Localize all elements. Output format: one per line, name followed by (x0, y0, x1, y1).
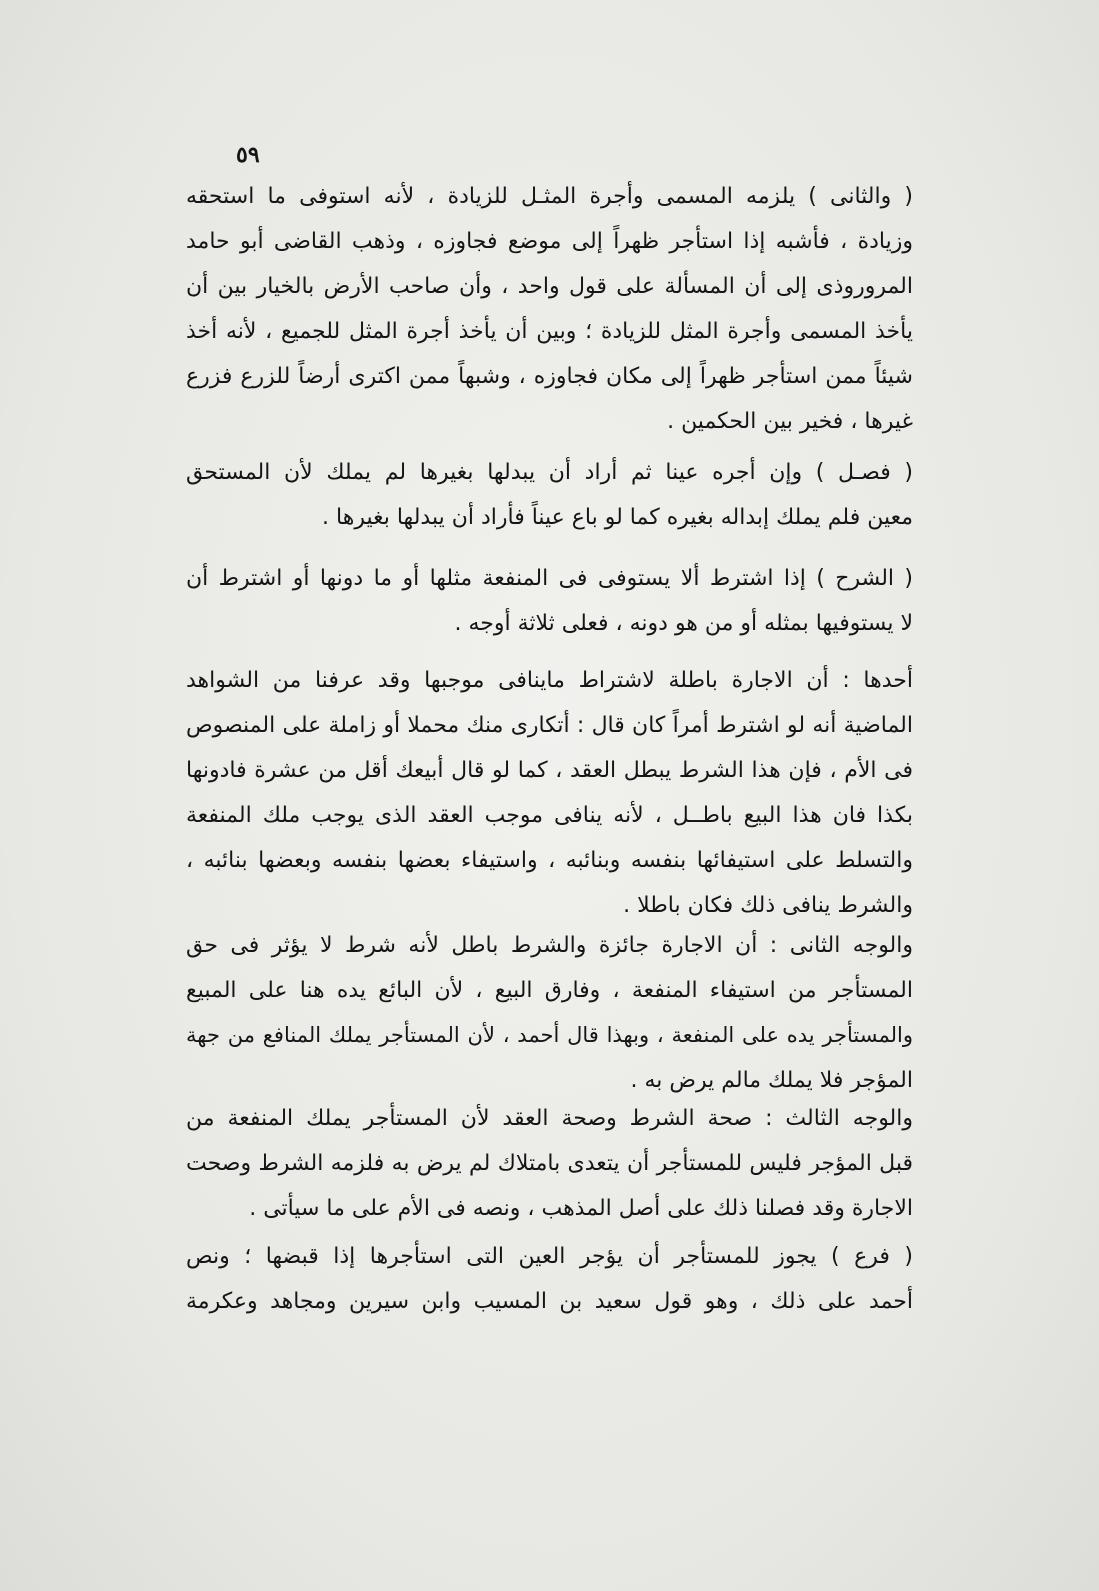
text-line: الاجارة وقد فصلنا ذلك على أصل المذهب ، ونصه فى الأم على ما سيأتى . (249, 1196, 913, 1221)
text-line: الماضية أنه لو اشترط أمراً كان قال : أتكارى منك محملا أو زاملة على المنصوص (186, 713, 913, 738)
text-line: معين فلم يملك إبداله بغيره كما لو باع عيناً فأراد أن يبدلها بغيرها . (322, 505, 913, 530)
text-line: المروروذى إلى أن المسألة على قول واحد ، وأن صاحب الأرض بالخيار بين أن (186, 274, 913, 299)
text-line: والوجه الثالث : صحة الشرط وصحة العقد لأن المستأجر يملك المنفعة من (186, 1106, 913, 1131)
paragraph-sharh (186, 556, 913, 646)
paragraph-third-view (186, 1096, 913, 1231)
paragraph-continuation (186, 174, 913, 444)
page-number: ٥٩ (236, 142, 260, 168)
text-line: والمستأجر يده على المنفعة ، وبهذا قال أحمد ، لأن المستأجر يملك المنافع من جهة (186, 1023, 913, 1047)
text-line: المستأجر من استيفاء المنفعة ، وفارق البيع ، لأن البائع يده هنا على المبيع (186, 978, 913, 1003)
text-line: والوجه الثانى : أن الاجارة جائزة والشرط باطل لأنه شرط لا يؤثر فى حق (186, 933, 913, 958)
paragraph-fasl (186, 450, 913, 540)
text-line: قبل المؤجر فليس للمستأجر أن يتعدى بامتلاك لم يرض به فلزمه الشرط وصحت (186, 1151, 913, 1176)
text-line: والتسلط على استيفائها بنفسه وبنائبه ، واستيفاء بعضها بنفسه وبعضها بنائبه ، (186, 848, 913, 873)
text-line: غيرها ، فخير بين الحكمين . (667, 409, 913, 434)
text-line: المؤجر فلا يملك مالم يرض به . (630, 1068, 913, 1093)
text-line: وزيادة ، فأشبه إذا استأجر ظهراً إلى موضع فجاوزه ، وذهب القاضى أبو حامد (186, 229, 913, 254)
text-line: فى الأم ، فإن هذا الشرط يبطل العقد ، كما لو قال أبيعك أقل من عشرة فادونها (186, 758, 913, 783)
text-line: يأخذ المسمى وأجرة المثل للزيادة ؛ وبين أن يأخذ أجرة المثل للجميع ، لأنه أخذ (186, 319, 913, 344)
text-line: أحمد على ذلك ، وهو قول سعيد بن المسيب وابن سيرين ومجاهد وعكرمة (186, 1289, 913, 1314)
text-line: ( والثانى ) يلزمه المسمى وأجرة المثـل للزيادة ، لأنه استوفى ما استحقه (186, 184, 913, 209)
text-line: ( فرع ) يجوز للمستأجر أن يؤجر العين التى استأجرها إذا قبضها ؛ ونص (186, 1244, 913, 1269)
paragraph-first-view (186, 658, 913, 928)
text-line: بكذا فان هذا البيع باطــل ، لأنه ينافى موجب العقد الذى يوجب ملك المنفعة (186, 803, 913, 828)
text-line: ( فصـل ) وإن أجره عينا ثم أراد أن يبدلها بغيرها لم يملك لأن المستحق (186, 460, 913, 485)
paragraph-second-view (186, 923, 913, 1103)
text-line: شيئاً ممن استأجر ظهراً إلى مكان فجاوزه ، وشبهاً ممن اكترى أرضاً للزرع فزرع (186, 364, 913, 389)
text-line: لا يستوفيها بمثله أو من هو دونه ، فعلى ثلاثة أوجه . (454, 611, 913, 636)
text-line: أحدها : أن الاجارة باطلة لاشتراط ماينافى موجبها وقد عرفنا من الشواهد (186, 668, 913, 693)
text-line: والشرط ينافى ذلك فكان باطلا . (623, 893, 913, 918)
paragraph-far (186, 1234, 913, 1324)
text-line: ( الشرح ) إذا اشترط ألا يستوفى فى المنفعة مثلها أو ما دونها أو اشترط أن (186, 566, 913, 591)
